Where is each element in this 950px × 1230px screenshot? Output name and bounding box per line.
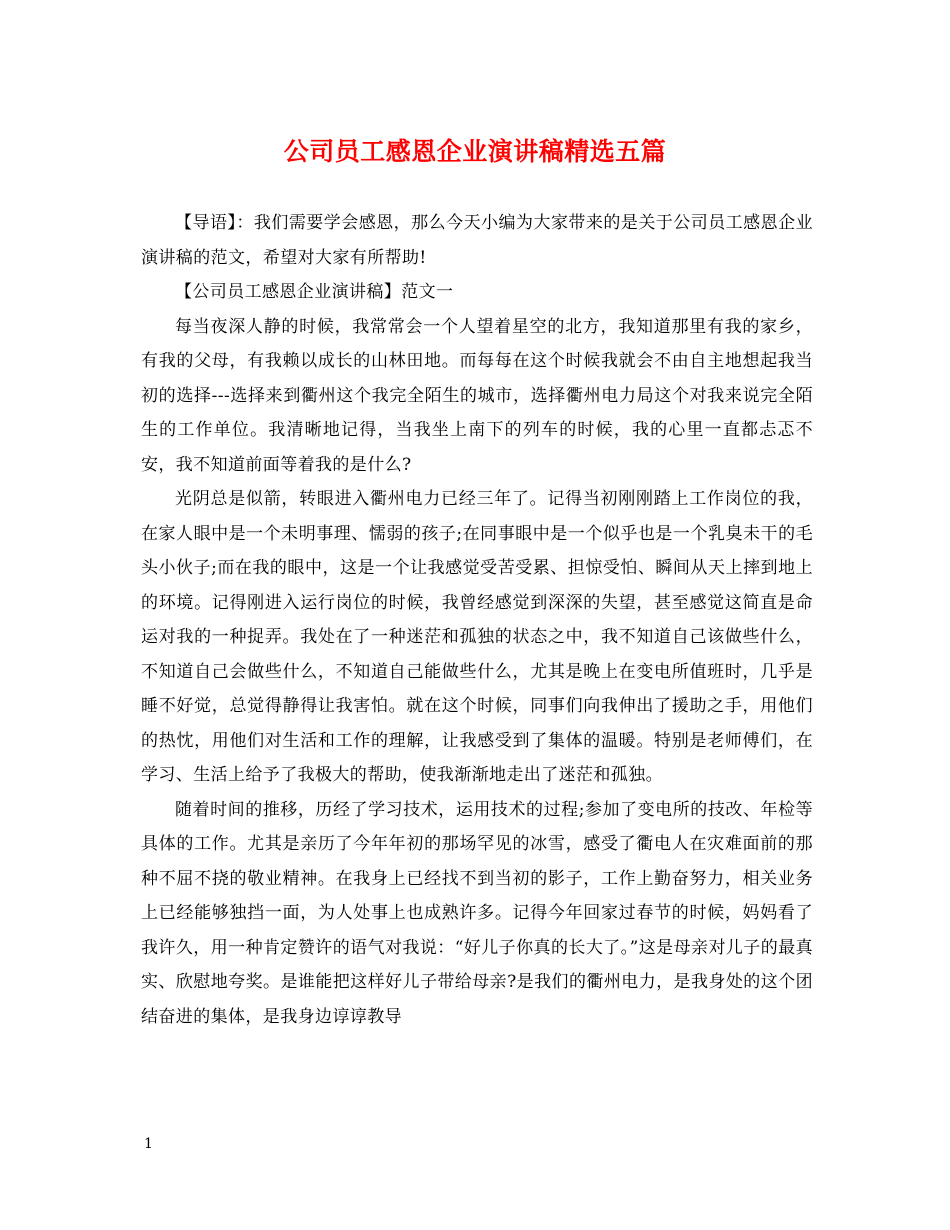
page-number: 1 (144, 1136, 153, 1152)
intro-paragraph: 【导语】：我们需要学会感恩，那么今天小编为大家带来的是关于公司员工感恩企业演讲稿的范文，希望对大家有所帮助! (141, 213, 813, 268)
section-heading: 【公司员工感恩企业演讲稿】范文一 (175, 282, 454, 302)
document-body (141, 206, 813, 1034)
body-paragraph: 光阴总是似箭，转眼进入衢州电力已经三年了。记得当初刚刚踏上工作岗位的我，在家人眼中是一个未明事理、懦弱的孩子;在同事眼中是一个似乎也是一个乳臭未干的毛头小伙子;而在我的眼中，这是一个让我感觉受苦受累、担惊受怕、瞬间从天上摔到地上的环境。记得刚进入运行岗位的时候，我曾经感觉到深深的失望，甚至感觉这简直是命运对我的一种捉弄。我处在了一种迷茫和孤独的状态之中，我不知道自己该做些什么，不知道自己会做些什么，不知道自己能做些什么，尤其是晚上在变电所值班时，几乎是睡不好觉，总觉得静得让我害怕。就在这个时候，同事们向我伸出了援助之手，用他们的热忱，用他们对生活和工作的理解，让我感受到了集体的温暖。特别是老师傅们，在学习、生活上给予了我极大的帮助，使我渐渐地走出了迷茫和孤独。 (141, 489, 813, 785)
body-paragraph: 随着时间的推移，历经了学习技术，运用技术的过程;参加了变电所的技改、年检等具体的工作。尤其是亲历了今年年初的那场罕见的冰雪，感受了衢电人在灾难面前的那种不屈不挠的敬业精神。在我身上已经找不到当初的影子，工作上勤奋努力，相关业务上已经能够独挡一面，为人处事上也成熟许多。记得今年回家过春节的时候，妈妈看了我许久，用一种肯定赞许的语气对我说：“好儿子你真的长大了。”这是母亲对儿子的最真实、欣慰地夸奖。是谁能把这样好儿子带给母亲?是我们的衢州电力，是我身处的这个团结奋进的集体，是我身边谆谆教导 (141, 799, 813, 1027)
body-paragraph: 每当夜深人静的时候，我常常会一个人望着星空的北方，我知道那里有我的家乡，有我的父母，有我赖以成长的山林田地。而每每在这个时候我就会不由自主地想起我当初的选择---选择来到衢州这个我完全陌生的城市，选择衢州电力局这个对我来说完全陌生的工作单位。我清晰地记得，当我坐上南下的列车的时候，我的心里一直都忐忑不安，我不知道前面等着我的是什么? (141, 316, 813, 475)
document-title: 公司员工感恩企业演讲稿精选五篇 (283, 137, 667, 166)
